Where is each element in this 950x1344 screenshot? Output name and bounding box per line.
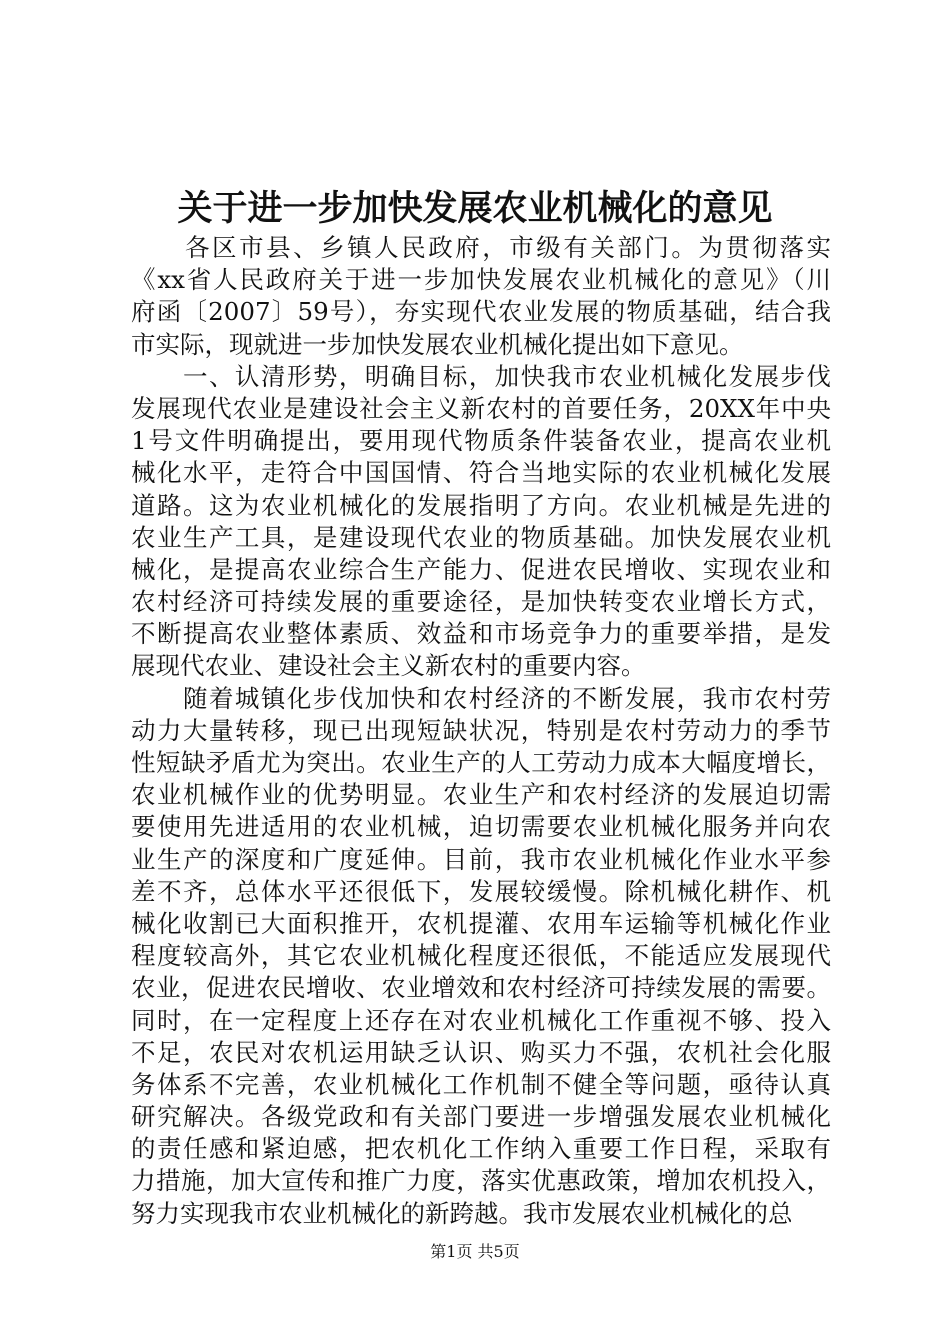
document-title: 关于进一步加快发展农业机械化的意见 <box>177 188 773 229</box>
body-line: 性短缺矛盾尤为突出。农业生产的人工劳动力成本大幅度增长， <box>131 748 831 777</box>
body-line: 农村经济可持续发展的重要途径，是加快转变农业增长方式， <box>131 587 831 617</box>
body-line: 程度较高外，其它农业机械化程度还很低，不能适应发展现代 <box>131 941 831 971</box>
body-line: 械化水平，走符合中国国情、符合当地实际的农业机械化发展 <box>131 458 831 488</box>
body-line: 市实际，现就进一步加快发展农业机械化提出如下意见。 <box>131 329 744 359</box>
body-line: 一、认清形势，明确目标，加快我市农业机械化发展步伐 <box>131 361 831 391</box>
body-line: 农业生产工具，是建设现代农业的物质基础。加快发展农业机 <box>131 522 831 552</box>
body-line: 道路。这为农业机械化的发展指明了方向。农业机械是先进的 <box>131 490 831 520</box>
body-line: 努力实现我市农业机械化的新跨越。我市发展农业机械化的总 <box>131 1198 793 1228</box>
page-footer: 第1页 共5页 <box>430 1242 520 1261</box>
body-line: 研究解决。各级党政和有关部门要进一步增强发展农业机械化 <box>131 1102 831 1132</box>
body-line: 不足，农民对农机运用缺乏认识、购买力不强，农机社会化服 <box>131 1037 831 1067</box>
body-line: 发展现代农业是建设社会主义新农村的首要任务，20XX年中央 <box>131 393 831 423</box>
body-line: 械化，是提高农业综合生产能力、促进农民增收、实现农业和 <box>131 554 831 584</box>
body-line: 差不齐，总体水平还很低下，发展较缓慢。除机械化耕作、机 <box>131 876 831 906</box>
body-line: 农业机械作业的优势明显。农业生产和农村经济的发展迫切需 <box>131 780 831 810</box>
body-line: 1号文件明确提出，要用现代物质条件装备农业，提高农业机 <box>131 426 831 456</box>
body-line: 务体系不完善，农业机械化工作机制不健全等问题，亟待认真 <box>131 1069 831 1099</box>
body-line: 械化收割已大面积推开，农机提灌、农用车运输等机械化作业 <box>131 908 831 938</box>
body-line: 不断提高农业整体素质、效益和市场竞争力的重要举措，是发 <box>131 619 831 649</box>
body-line: 同时，在一定程度上还存在对农业机械化工作重视不够、投入 <box>131 1005 831 1035</box>
body-line: 的责任感和紧迫感，把农机化工作纳入重要工作日程，采取有 <box>131 1134 831 1164</box>
body-line: 动力大量转移，现已出现短缺状况，特别是农村劳动力的季节 <box>131 715 831 745</box>
document-body <box>131 232 831 1230</box>
body-line: 力措施，加大宣传和推广力度，落实优惠政策，增加农机投入， <box>131 1166 831 1196</box>
body-line: 各区市县、乡镇人民政府，市级有关部门。为贯彻落实 <box>131 233 831 262</box>
body-line: 展现代农业、建设社会主义新农村的重要内容。 <box>131 651 646 681</box>
body-line: 随着城镇化步伐加快和农村经济的不断发展，我市农村劳 <box>131 683 831 713</box>
body-line: 农业，促进农民增收、农业增效和农村经济可持续发展的需要。 <box>131 973 831 1003</box>
body-line: 要使用先进适用的农业机械，迫切需要农业机械化服务并向农 <box>131 812 831 842</box>
body-line: 业生产的深度和广度延伸。目前，我市农业机械化作业水平参 <box>131 844 831 874</box>
body-line: 府函〔2007〕59号），夯实现代农业发展的物质基础，结合我 <box>131 297 831 327</box>
body-line: 《xx省人民政府关于进一步加快发展农业机械化的意见》（川 <box>131 265 831 295</box>
